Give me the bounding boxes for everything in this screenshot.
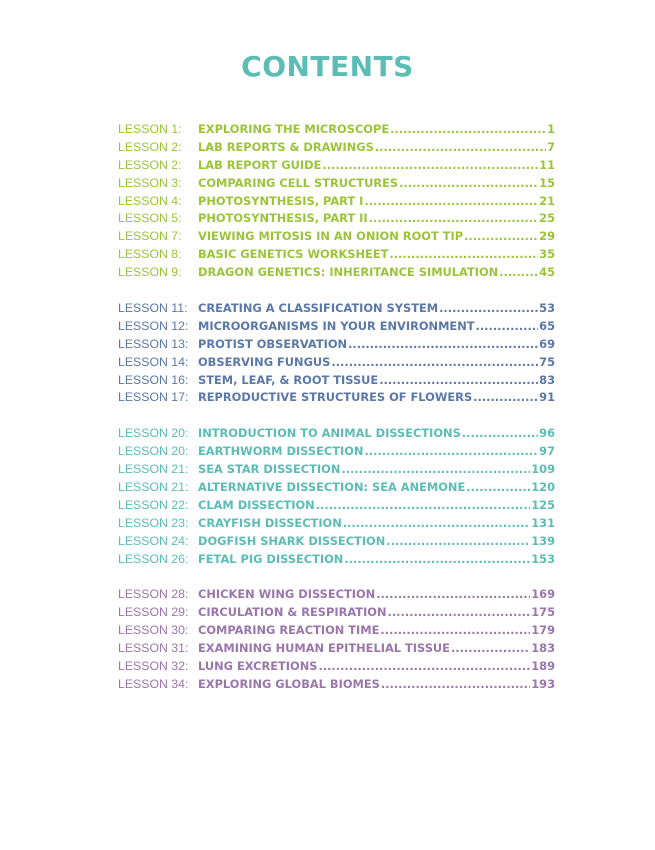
dot-leader bbox=[399, 175, 538, 193]
lesson-number: LESSON 7: bbox=[118, 229, 182, 244]
toc-entry[interactable] bbox=[118, 461, 555, 479]
lesson-title: EXPLORING GLOBAL BIOMES bbox=[198, 676, 380, 691]
lesson-number: LESSON 17: bbox=[118, 390, 189, 405]
page-number: 175 bbox=[531, 605, 555, 620]
dot-leader bbox=[386, 533, 530, 551]
lesson-number: LESSON 23: bbox=[118, 515, 189, 530]
lesson-title: SEA STAR DISSECTION bbox=[198, 462, 341, 477]
page-number: 7 bbox=[547, 139, 555, 154]
page-number: 75 bbox=[539, 354, 555, 369]
lesson-number: LESSON 14: bbox=[118, 354, 189, 369]
lesson-title: CRAYFISH DISSECTION bbox=[198, 515, 342, 530]
toc-entry[interactable] bbox=[118, 389, 555, 407]
lesson-number: LESSON 3: bbox=[118, 175, 182, 190]
toc-entry[interactable] bbox=[118, 676, 555, 694]
lesson-number: LESSON 30: bbox=[118, 623, 189, 638]
dot-leader bbox=[439, 300, 538, 318]
lesson-number: LESSON 34: bbox=[118, 676, 189, 691]
page-number: 96 bbox=[539, 426, 555, 441]
lesson-title: DRAGON GENETICS: INHERITANCE SIMULATION bbox=[198, 265, 499, 280]
dot-leader bbox=[331, 354, 538, 372]
lesson-number: LESSON 12: bbox=[118, 318, 189, 333]
toc-entry[interactable] bbox=[118, 658, 555, 676]
lesson-title: PHOTOSYNTHESIS, PART I bbox=[198, 193, 364, 208]
toc-entry[interactable] bbox=[118, 139, 555, 157]
lesson-number: LESSON 5: bbox=[118, 211, 182, 226]
lesson-number: LESSON 2: bbox=[118, 157, 182, 172]
page-number: 139 bbox=[531, 533, 555, 548]
page-number: 15 bbox=[539, 175, 555, 190]
toc-group bbox=[118, 586, 555, 693]
dot-leader bbox=[322, 157, 538, 175]
toc-entry[interactable] bbox=[118, 640, 555, 658]
page-number: 97 bbox=[539, 444, 555, 459]
lesson-title: COMPARING CELL STRUCTURES bbox=[198, 175, 399, 190]
page-number: 53 bbox=[539, 301, 555, 316]
lesson-number: LESSON 28: bbox=[118, 587, 189, 602]
lesson-title: STEM, LEAF, & ROOT TISSUE bbox=[198, 372, 379, 387]
toc-entry[interactable] bbox=[118, 300, 555, 318]
toc-entry[interactable] bbox=[118, 193, 555, 211]
lesson-number: LESSON 21: bbox=[118, 480, 189, 495]
toc-entry[interactable] bbox=[118, 479, 555, 497]
toc-group bbox=[118, 425, 555, 568]
toc-entry[interactable] bbox=[118, 515, 555, 533]
lesson-title: LUNG EXCRETIONS bbox=[198, 659, 318, 674]
dot-leader bbox=[316, 497, 531, 515]
dot-leader bbox=[388, 604, 531, 622]
lesson-title: REPRODUCTIVE STRUCTURES OF FLOWERS bbox=[198, 390, 473, 405]
page-number: 1 bbox=[547, 122, 555, 136]
dot-leader bbox=[343, 515, 530, 533]
lesson-title: VIEWING MITOSIS IN AN ONION ROOT TIP bbox=[198, 229, 464, 244]
lesson-title: BASIC GENETICS WORKSHEET bbox=[198, 247, 389, 262]
page-number: 35 bbox=[539, 247, 555, 262]
page-number: 131 bbox=[531, 515, 555, 530]
lesson-number: LESSON 4: bbox=[118, 193, 182, 208]
page-number: 65 bbox=[539, 318, 555, 333]
toc-entry[interactable] bbox=[118, 551, 555, 569]
page-number: 83 bbox=[539, 372, 555, 387]
lesson-title: EXAMINING HUMAN EPITHELIAL TISSUE bbox=[198, 641, 450, 656]
dot-leader bbox=[379, 372, 538, 390]
lesson-number: LESSON 9: bbox=[118, 265, 182, 280]
lesson-number: LESSON 11: bbox=[118, 301, 188, 316]
toc-entry[interactable] bbox=[118, 264, 555, 282]
toc-entry[interactable] bbox=[118, 318, 555, 336]
page-number: 189 bbox=[531, 659, 555, 674]
table-of-contents bbox=[118, 121, 555, 712]
lesson-title: COMPARING REACTION TIME bbox=[198, 623, 380, 638]
toc-entry[interactable] bbox=[118, 157, 555, 175]
dot-leader bbox=[376, 586, 530, 604]
lesson-title: INTRODUCTION TO ANIMAL DISSECTIONS bbox=[198, 426, 461, 441]
page-number: 25 bbox=[539, 211, 555, 226]
toc-group bbox=[118, 121, 555, 282]
toc-entry[interactable] bbox=[118, 336, 555, 354]
toc-entry[interactable] bbox=[118, 210, 555, 228]
toc-group bbox=[118, 300, 555, 407]
lesson-number: LESSON 8: bbox=[118, 247, 182, 262]
dot-leader bbox=[364, 193, 538, 211]
toc-entry[interactable] bbox=[118, 586, 555, 604]
page-number: 193 bbox=[531, 676, 555, 691]
lesson-number: LESSON 2: bbox=[118, 139, 182, 154]
lesson-title: CIRCULATION & RESPIRATION bbox=[198, 605, 387, 620]
toc-entry[interactable] bbox=[118, 425, 555, 443]
dot-leader bbox=[369, 210, 539, 228]
lesson-number: LESSON 31: bbox=[118, 641, 189, 656]
lesson-title: OBSERVING FUNGUS bbox=[198, 354, 331, 369]
page-number: 45 bbox=[539, 265, 555, 280]
lesson-title: EARTHWORM DISSECTION bbox=[198, 444, 364, 459]
toc-entry[interactable] bbox=[118, 354, 555, 372]
lesson-title: EXPLORING THE MICROSCOPE bbox=[198, 122, 390, 136]
page-number: 125 bbox=[531, 497, 555, 512]
lesson-title: LAB REPORT GUIDE bbox=[198, 157, 322, 172]
lesson-number: LESSON 29: bbox=[118, 605, 189, 620]
page-number: 153 bbox=[531, 551, 555, 566]
lesson-title: CLAM DISSECTION bbox=[198, 497, 315, 512]
lesson-title: CHICKEN WING DISSECTION bbox=[198, 587, 376, 602]
lesson-number: LESSON 32: bbox=[118, 659, 189, 674]
toc-entry[interactable] bbox=[118, 497, 555, 515]
page-number: 109 bbox=[531, 462, 555, 477]
lesson-number: LESSON 20: bbox=[118, 444, 189, 459]
lesson-title: CREATING A CLASSIFICATION SYSTEM bbox=[198, 301, 439, 316]
dot-leader bbox=[473, 389, 538, 407]
toc-entry[interactable] bbox=[118, 246, 555, 264]
page-number: 21 bbox=[539, 193, 555, 208]
dot-leader bbox=[476, 318, 539, 336]
toc-entry[interactable] bbox=[118, 175, 555, 193]
toc-entry[interactable] bbox=[118, 604, 555, 622]
lesson-number: LESSON 21: bbox=[118, 462, 189, 477]
dot-leader bbox=[389, 246, 538, 264]
lesson-title: FETAL PIG DISSECTION bbox=[198, 551, 344, 566]
toc-entry[interactable] bbox=[118, 533, 555, 551]
page-number: 183 bbox=[531, 641, 555, 656]
lesson-number: LESSON 1: bbox=[118, 122, 182, 136]
lesson-title: PHOTOSYNTHESIS, PART II bbox=[198, 211, 368, 226]
dot-leader bbox=[380, 622, 530, 640]
dot-leader bbox=[451, 640, 530, 658]
toc-entry[interactable] bbox=[118, 372, 555, 390]
dot-leader bbox=[344, 551, 530, 569]
dot-leader bbox=[348, 336, 538, 354]
page-number: 69 bbox=[539, 336, 555, 351]
dot-leader bbox=[466, 479, 530, 497]
dot-leader bbox=[341, 461, 530, 479]
lesson-number: LESSON 22: bbox=[118, 497, 189, 512]
lesson-title: LAB REPORTS & DRAWINGS bbox=[198, 139, 374, 154]
page-number: 179 bbox=[531, 623, 555, 638]
page-number: 169 bbox=[531, 587, 555, 602]
toc-entry[interactable] bbox=[118, 622, 555, 640]
lesson-number: LESSON 24: bbox=[118, 533, 189, 548]
page-number: 120 bbox=[531, 480, 555, 495]
lesson-number: LESSON 13: bbox=[118, 336, 189, 351]
dot-leader bbox=[462, 425, 538, 443]
toc-entry[interactable] bbox=[118, 228, 555, 246]
dot-leader bbox=[390, 121, 546, 139]
lesson-title: MICROORGANISMS IN YOUR ENVIRONMENT bbox=[198, 318, 475, 333]
dot-leader bbox=[464, 228, 538, 246]
lesson-title: DOGFISH SHARK DISSECTION bbox=[198, 533, 386, 548]
dot-leader bbox=[375, 139, 546, 157]
page-title: CONTENTS bbox=[241, 50, 414, 83]
page-number: 11 bbox=[539, 157, 555, 172]
lesson-number: LESSON 20: bbox=[118, 426, 189, 441]
page-number: 91 bbox=[539, 390, 555, 405]
dot-leader bbox=[499, 264, 538, 282]
lesson-title: PROTIST OBSERVATION bbox=[198, 336, 348, 351]
dot-leader bbox=[364, 443, 538, 461]
page-number: 29 bbox=[539, 229, 555, 244]
dot-leader bbox=[381, 676, 530, 694]
lesson-number: LESSON 26: bbox=[118, 551, 189, 566]
toc-entry[interactable] bbox=[118, 121, 555, 139]
lesson-title: ALTERNATIVE DISSECTION: SEA ANEMONE bbox=[198, 480, 466, 495]
lesson-number: LESSON 16: bbox=[118, 372, 189, 387]
dot-leader bbox=[318, 658, 530, 676]
toc-entry[interactable] bbox=[118, 443, 555, 461]
